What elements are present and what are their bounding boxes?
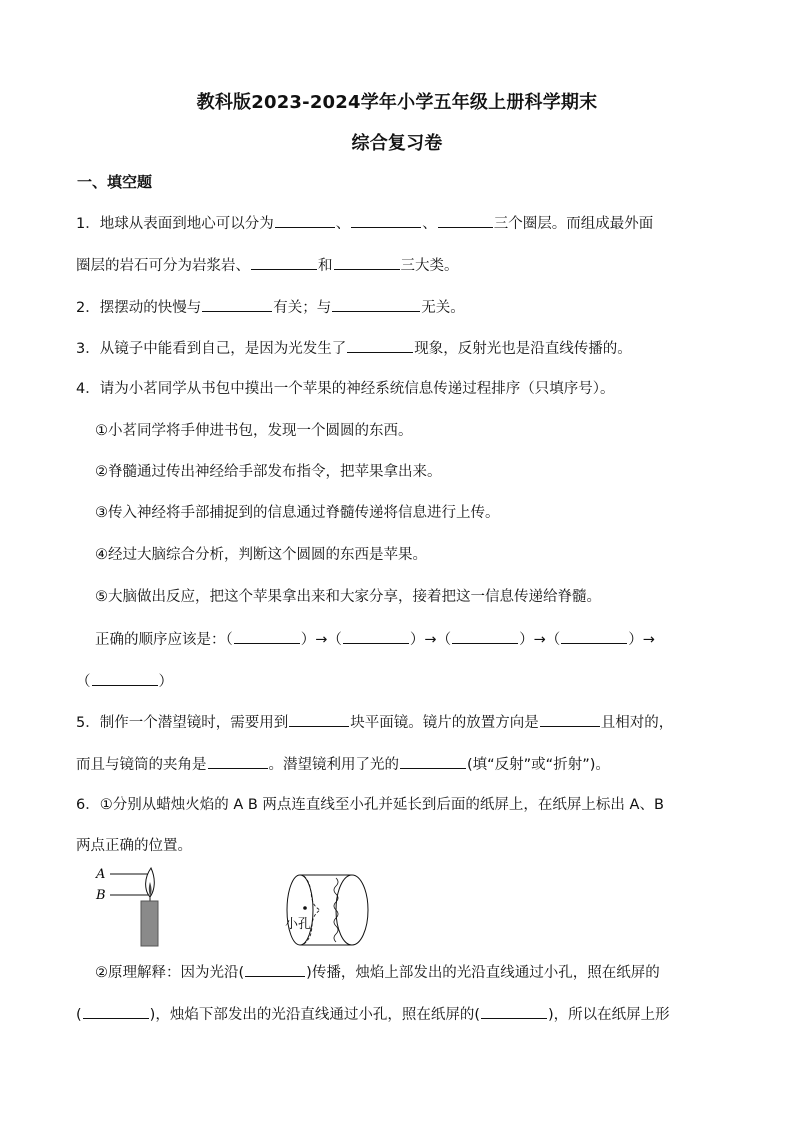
answer-blank[interactable] bbox=[92, 670, 158, 686]
answer-blank[interactable] bbox=[561, 628, 627, 644]
pinhole-diagram bbox=[92, 866, 392, 952]
q1-text-a: 1．地球从表面到地心可以分为 bbox=[76, 216, 274, 232]
paren-close: ） bbox=[158, 674, 173, 690]
answer-blank[interactable] bbox=[289, 711, 349, 727]
answer-blank[interactable] bbox=[540, 711, 600, 727]
q2-text-b: 有关；与 bbox=[273, 300, 332, 316]
q5-text-c: 且相对的， bbox=[600, 715, 674, 731]
answer-blank[interactable] bbox=[481, 1003, 547, 1019]
q1-text-f: 和 bbox=[318, 258, 333, 274]
question-4-intro: 4．请为小茗同学从书包中摸出一个苹果的神经系统信息传递过程排序（只填序号）。 bbox=[76, 381, 615, 397]
question-6-line-4 bbox=[76, 1003, 670, 1025]
question-4-order-line-2 bbox=[76, 670, 173, 692]
answer-blank[interactable] bbox=[275, 212, 335, 228]
paren-open: （ bbox=[327, 632, 342, 648]
q6-text-c1: ②原理解释：因为光沿( bbox=[95, 965, 245, 981]
question-4-item: ④经过大脑综合分析，判断这个圆圆的东西是苹果。 bbox=[95, 547, 427, 563]
question-4-order-line bbox=[95, 628, 655, 650]
question-4-item: ③传入神经将手部捕捉到的信息通过脊髓传递将信息进行上传。 bbox=[95, 505, 500, 521]
question-5-line-2 bbox=[76, 753, 610, 775]
paren-open: （ bbox=[225, 632, 233, 648]
q1-text-b: 、 bbox=[335, 216, 351, 232]
q3-text-a: 3．从镜子中能看到自己，是因为光发生了 bbox=[76, 341, 347, 357]
pinhole bbox=[303, 906, 307, 910]
question-6-line-3 bbox=[95, 961, 660, 983]
q5-text-f: (填“反射”或“折射”)。 bbox=[467, 757, 610, 773]
paren-close: ） bbox=[519, 632, 534, 648]
cylinder-icon bbox=[285, 875, 368, 945]
question-2 bbox=[76, 296, 465, 318]
answer-blank[interactable] bbox=[251, 254, 317, 270]
answer-blank[interactable] bbox=[343, 628, 409, 644]
question-4-item: ②脊髓通过传出神经给手部发布指令，把苹果拿出来。 bbox=[95, 464, 442, 480]
order-label: 正确的顺序应该是： bbox=[95, 632, 226, 648]
q5-text-b: 块平面镜。镜片的放置方向是 bbox=[350, 715, 539, 731]
q1-text-d: 三个圈层。而组成最外面 bbox=[493, 216, 654, 232]
arrow-icon: → bbox=[424, 632, 437, 648]
question-4-item: ⑤大脑做出反应，把这个苹果拿出来和大家分享，接着把这一信息传递给脊髓。 bbox=[95, 589, 601, 605]
answer-blank[interactable] bbox=[234, 628, 300, 644]
answer-blank[interactable] bbox=[351, 212, 421, 228]
paren-open: （ bbox=[436, 632, 452, 648]
answer-blank[interactable] bbox=[202, 296, 272, 312]
answer-blank[interactable] bbox=[452, 628, 518, 644]
section-heading: 一、填空题 bbox=[77, 173, 153, 191]
arrow-icon: → bbox=[315, 632, 328, 648]
q5-text-e: 。潜望镜利用了光的 bbox=[268, 757, 399, 773]
q6-text-d3: )，所以在纸屏上形 bbox=[547, 1007, 670, 1023]
page-subtitle: 综合复习卷 bbox=[351, 133, 443, 154]
q1-text-c: 、 bbox=[422, 216, 437, 232]
q3-text-b: 现象，反射光也是沿直线传播的。 bbox=[414, 341, 632, 357]
answer-blank[interactable] bbox=[438, 212, 493, 228]
arrow-icon: → bbox=[642, 632, 655, 648]
q2-text-a: 2．摆摆动的快慢与 bbox=[76, 300, 202, 316]
answer-blank[interactable] bbox=[347, 337, 413, 353]
answer-blank[interactable] bbox=[400, 753, 466, 769]
q5-text-d: 而且与镜筒的夹角是 bbox=[76, 757, 207, 773]
q1-text-e: 圈层的岩石可分为岩浆岩、 bbox=[76, 258, 250, 274]
paren-close: ） bbox=[300, 632, 316, 648]
question-3 bbox=[76, 337, 632, 359]
paren-open: （ bbox=[545, 632, 561, 648]
question-5-line-1 bbox=[76, 711, 673, 733]
page-title: 教科版2023-2024学年小学五年级上册科学期末 bbox=[196, 92, 598, 113]
answer-blank[interactable] bbox=[208, 753, 268, 769]
label-a: A bbox=[96, 867, 106, 882]
q6-text-d1: ( bbox=[76, 1007, 82, 1023]
arrow-icon: → bbox=[533, 632, 546, 648]
q5-text-a: 5．制作一个潜望镜时，需要用到 bbox=[76, 715, 289, 731]
answer-blank[interactable] bbox=[245, 961, 305, 977]
answer-blank[interactable] bbox=[334, 254, 400, 270]
q6-text-c2: )传播，烛焰上部发出的光沿直线通过小孔，照在纸屏的 bbox=[306, 965, 660, 981]
question-1-line-2 bbox=[76, 254, 459, 276]
q1-text-g: 三大类。 bbox=[400, 258, 459, 274]
question-4-item: ①小茗同学将手伸进书包，发现一个圆圆的东西。 bbox=[95, 423, 413, 439]
q6-text-d2: )，烛焰下部发出的光沿直线通过小孔，照在纸屏的( bbox=[149, 1007, 480, 1023]
question-6-line-1: 6．①分别从蜡烛火焰的 A B 两点连直线至小孔并延长到后面的纸屏上，在纸屏上标出 A、B bbox=[76, 797, 664, 813]
question-6-line-2: 两点正确的位置。 bbox=[76, 838, 192, 854]
paren-close: ） bbox=[409, 632, 425, 648]
answer-blank[interactable] bbox=[332, 296, 420, 312]
paren-open: （ bbox=[76, 674, 91, 690]
q2-text-c: 无关。 bbox=[421, 300, 465, 316]
paren-close: ） bbox=[628, 632, 643, 648]
label-pinhole: 小孔 bbox=[285, 917, 312, 932]
candle-icon bbox=[141, 901, 158, 946]
label-b: B bbox=[96, 888, 106, 903]
question-1-line-1 bbox=[76, 212, 653, 234]
answer-blank[interactable] bbox=[83, 1003, 149, 1019]
